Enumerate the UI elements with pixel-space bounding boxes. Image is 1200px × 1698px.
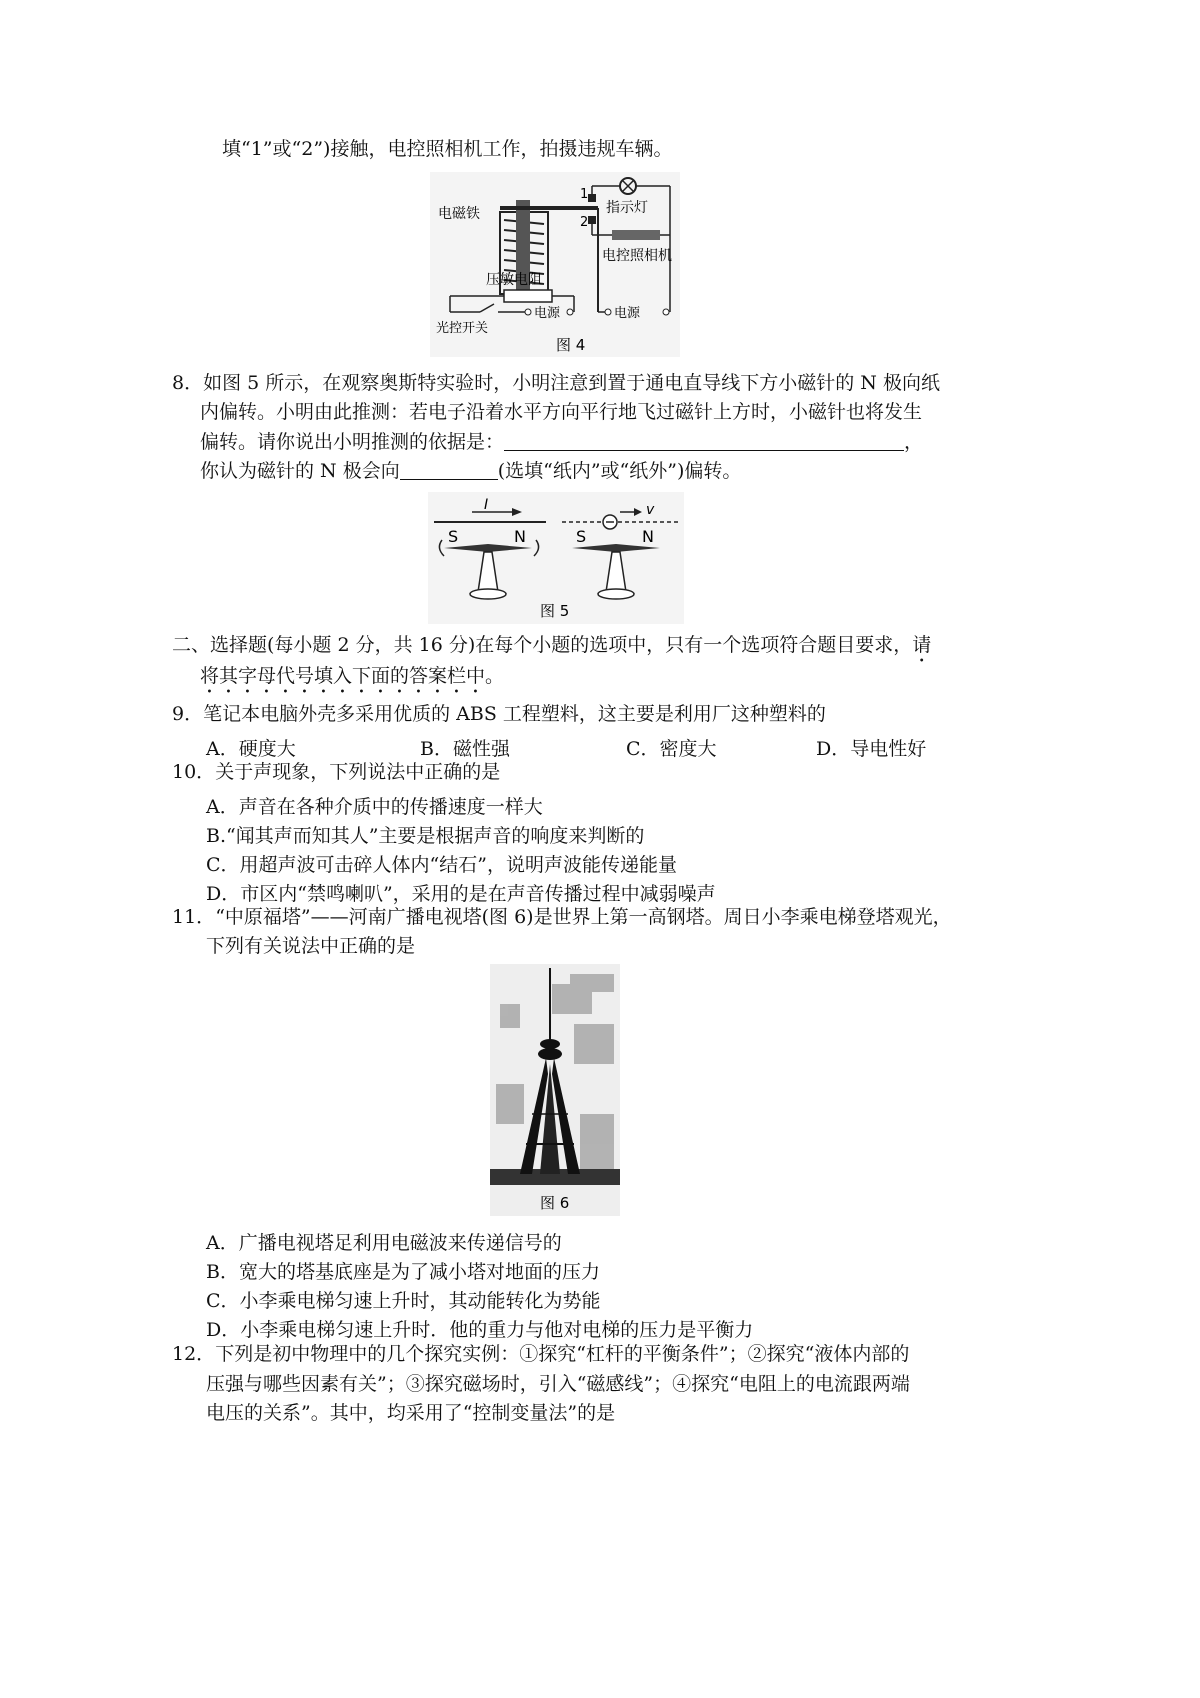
section-2-header-line-2: 将其字母代号填入下面的答案栏中。: [200, 665, 505, 687]
q10-option-d[interactable]: D．市区内“禁鸣喇叭”，采用的是在声音传播过程中减弱噪声: [206, 883, 716, 905]
fig5-label-n-right: N: [642, 527, 654, 546]
q9-option-a[interactable]: A．硬度大: [206, 738, 296, 760]
q10-option-b[interactable]: B.“闻其声而知其人”主要是根据声音的响度来判断的: [206, 825, 645, 847]
q9-option-b[interactable]: B．磁性强: [420, 738, 510, 760]
q10-option-c[interactable]: C．用超声波可击碎人体内“结石”，说明声波能传递能量: [206, 854, 677, 876]
q12-line-3: 电压的关系”。其中，均采用了“控制变量法”的是: [206, 1402, 616, 1424]
fig4-label-switch: 光控开关: [436, 321, 489, 336]
q11-line-1: 11．“中原福塔”——河南广播电视塔(图 6)是世界上第一高钢塔。周日小李乘电梯登塔观光，: [172, 906, 952, 928]
q9-stem: 9．笔记本电脑外壳多采用优质的 ABS 工程塑料，这主要是利用厂这种塑料的: [172, 703, 826, 725]
continuation-text: 填“1”或“2”)接触，电控照相机工作，拍摄违规车辆。: [222, 138, 673, 160]
q8-answer-blank-direction[interactable]: [400, 461, 498, 480]
q11-option-d[interactable]: D．小李乘电梯匀速上升时．他的重力与他对电梯的压力是平衡力: [206, 1319, 754, 1341]
figure-4-caption: 图 4: [556, 336, 586, 354]
fig4-label-camera: 电控照相机: [602, 248, 672, 264]
fig4-label-contact-2: 2: [580, 215, 589, 230]
fig5-label-velocity: v: [646, 502, 655, 518]
fig5-label-current: I: [484, 497, 489, 513]
q11-option-a[interactable]: A．广播电视塔足利用电磁波来传递信号的: [206, 1232, 562, 1254]
fig5-label-n-left: N: [514, 527, 526, 546]
figure-5-caption: 图 5: [540, 602, 570, 620]
fig4-label-electromagnet: 电磁铁: [438, 206, 480, 222]
q12-line-2: 压强与哪些因素有关”；③探究磁场时，引入“磁感线”；④探究“电阻上的电流跟两端: [206, 1373, 910, 1395]
q8-line-4: 你认为磁针的 N 极会向 (选填“纸内”或“纸外”)偏转。: [200, 460, 742, 482]
q9-option-c[interactable]: C．密度大: [626, 738, 717, 760]
fig4-label-power-left: 电源: [534, 306, 561, 321]
fig4-label-resistor: 压敏电阻: [486, 272, 542, 288]
q10-stem: 10．关于声现象，下列说法中正确的是: [172, 761, 501, 783]
fig5-label-s-right: S: [576, 527, 587, 546]
q8-number: 8．: [172, 372, 204, 394]
q8-line-3: 偏转。请你说出小明推测的依据是： ，: [200, 431, 924, 453]
section-2-header-line-1: 二、选择题(每小题 2 分，共 16 分)在每个小题的选项中，只有一个选项符合题目要求，请: [172, 634, 932, 656]
fig4-label-power-right: 电源: [614, 306, 641, 321]
q8-answer-blank-reason[interactable]: [504, 432, 904, 451]
q8-line-1: 8．如图 5 所示，在观察奥斯特实验时，小明注意到置于通电直导线下方小磁针的 N 极向纸: [172, 372, 940, 394]
q11-line-2: 下列有关说法中正确的是: [206, 935, 416, 957]
figure-6-tv-tower: [490, 964, 620, 1216]
fig4-label-indicator: 指示灯: [606, 200, 648, 216]
fig5-label-s-left: S: [448, 527, 459, 546]
q9-option-d[interactable]: D．导电性好: [816, 738, 927, 760]
q11-option-c[interactable]: C．小李乘电梯匀速上升时，其动能转化为势能: [206, 1290, 601, 1312]
q12-line-1: 12．下列是初中物理中的几个探究实例：①探究“杠杆的平衡条件”；②探究“液体内部的: [172, 1343, 910, 1365]
figure-6-caption: 图 6: [540, 1194, 570, 1212]
figure-5-oersted: [428, 492, 684, 624]
figure-4-relay-circuit: [430, 172, 680, 357]
fig4-label-contact-1: 1: [580, 187, 589, 202]
q11-option-b[interactable]: B．宽大的塔基底座是为了减小塔对地面的压力: [206, 1261, 600, 1283]
q8-line-2: 内偏转。小明由此推测：若电子沿着水平方向平行地飞过磁针上方时，小磁针也将发生: [200, 401, 923, 423]
q10-option-a[interactable]: A．声音在各种介质中的传播速度一样大: [206, 796, 543, 818]
